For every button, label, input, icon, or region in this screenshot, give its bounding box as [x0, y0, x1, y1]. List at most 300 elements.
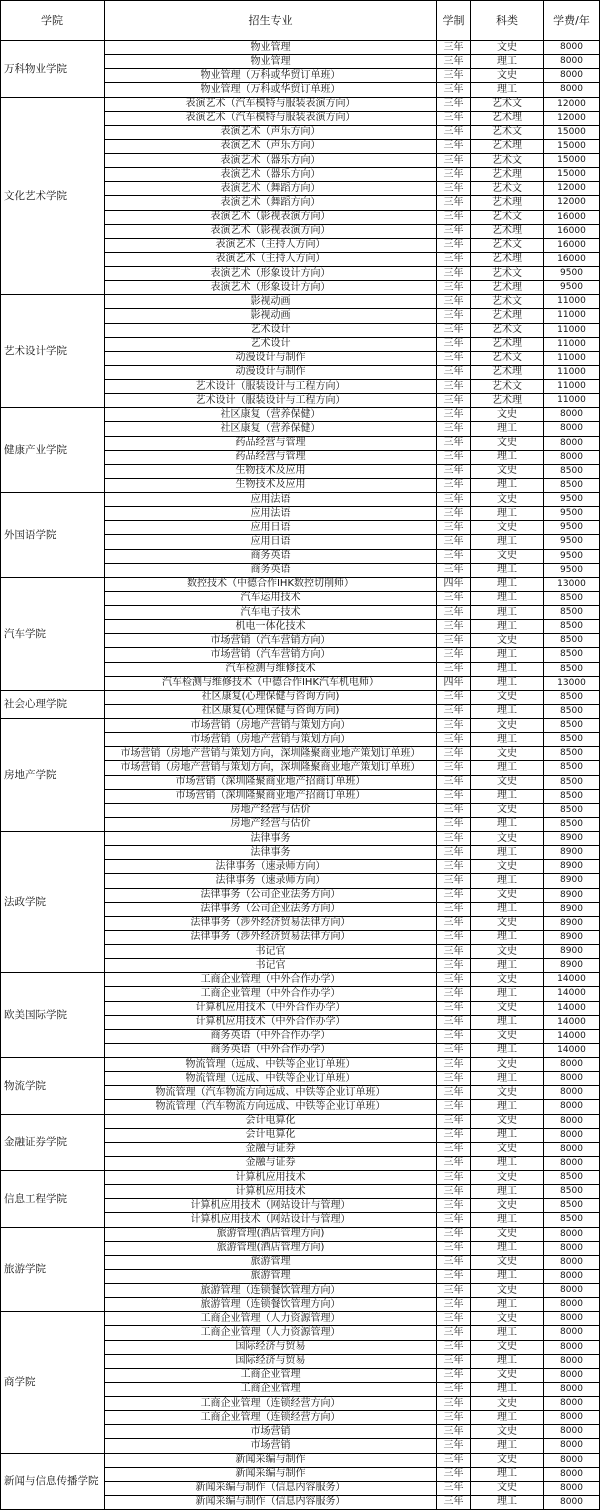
major-cell: 应用法语 — [105, 507, 437, 521]
major-cell: 物流管理（远成、中铁等企业订单班） — [105, 1058, 437, 1072]
college-cell: 旅游学院 — [0, 1228, 105, 1313]
track-cell: 理工 — [471, 959, 544, 973]
years-cell: 三年 — [437, 903, 471, 917]
track-cell: 理工 — [471, 535, 544, 549]
major-cell: 生物技术及应用 — [105, 465, 437, 479]
college-cell: 万科物业学院 — [0, 41, 105, 98]
fee-cell: 8000 — [544, 1270, 600, 1284]
major-cell: 旅游管理 — [105, 1270, 437, 1284]
fee-cell: 8500 — [544, 804, 600, 818]
track-cell: 理工 — [471, 903, 544, 917]
track-cell: 文史 — [471, 1256, 544, 1270]
header-years: 学制 — [437, 0, 471, 41]
track-cell: 文史 — [471, 917, 544, 931]
major-cell: 计算机应用技术（网站设计与管理） — [105, 1199, 437, 1213]
major-cell: 房地产经营与估价 — [105, 818, 437, 832]
major-cell: 生物技术及应用 — [105, 479, 437, 493]
fee-cell: 8900 — [544, 846, 600, 860]
years-cell: 三年 — [437, 1072, 471, 1086]
years-cell: 三年 — [437, 1284, 471, 1298]
fee-cell: 14000 — [544, 1044, 600, 1058]
track-cell: 文史 — [471, 1454, 544, 1468]
major-cell: 表演艺术（汽车模特与服装表演方向） — [105, 112, 437, 126]
major-cell: 商务英语（中外合作办学） — [105, 1030, 437, 1044]
college-cell: 信息工程学院 — [0, 1171, 105, 1228]
years-cell: 三年 — [437, 267, 471, 281]
fee-cell: 9500 — [544, 493, 600, 507]
major-cell: 新闻采编与制作（信息内容服务） — [105, 1482, 437, 1496]
fee-cell: 15000 — [544, 168, 600, 182]
fee-cell: 8000 — [544, 1312, 600, 1326]
years-cell: 三年 — [437, 790, 471, 804]
years-cell: 三年 — [437, 1270, 471, 1284]
major-cell: 工商企业管理（中外合作办学） — [105, 973, 437, 987]
fee-cell: 8000 — [544, 1157, 600, 1171]
track-cell: 理工 — [471, 663, 544, 677]
major-cell: 国际经济与贸易 — [105, 1355, 437, 1369]
major-cell: 法律事务（公司企业法务方向） — [105, 889, 437, 903]
fee-cell: 8000 — [544, 1129, 600, 1143]
years-cell: 四年 — [437, 578, 471, 592]
track-cell: 理工 — [471, 1468, 544, 1482]
major-cell: 计算机应用技术 — [105, 1185, 437, 1199]
fee-cell: 8000 — [544, 1115, 600, 1129]
years-cell: 三年 — [437, 535, 471, 549]
track-cell: 理工 — [471, 1044, 544, 1058]
major-cell: 法律事务（速录师方向） — [105, 860, 437, 874]
fee-cell: 11000 — [544, 352, 600, 366]
major-cell: 表演艺术（形象设计方向） — [105, 281, 437, 295]
major-cell: 市场营销（深圳隆聚商业地产招商订单班） — [105, 776, 437, 790]
fee-cell: 8000 — [544, 1058, 600, 1072]
track-cell: 文史 — [471, 1482, 544, 1496]
years-cell: 三年 — [437, 422, 471, 436]
major-cell: 会计电算化 — [105, 1129, 437, 1143]
track-cell: 文史 — [471, 408, 544, 422]
fee-cell: 8500 — [544, 634, 600, 648]
track-cell: 艺术理 — [471, 140, 544, 154]
track-cell: 艺术理 — [471, 253, 544, 267]
fee-cell: 9500 — [544, 550, 600, 564]
years-cell: 三年 — [437, 1002, 471, 1016]
years-cell: 三年 — [437, 818, 471, 832]
years-cell: 三年 — [437, 1044, 471, 1058]
major-cell: 应用日语 — [105, 521, 437, 535]
major-cell: 汽车电子技术 — [105, 606, 437, 620]
track-cell: 理工 — [471, 55, 544, 69]
years-cell: 三年 — [437, 1496, 471, 1510]
track-cell: 文史 — [471, 776, 544, 790]
fee-cell: 8900 — [544, 889, 600, 903]
years-cell: 三年 — [437, 606, 471, 620]
years-cell: 三年 — [437, 1129, 471, 1143]
fee-cell: 8000 — [544, 408, 600, 422]
fee-cell: 8900 — [544, 832, 600, 846]
years-cell: 三年 — [437, 408, 471, 422]
major-cell: 工商企业管理（中外合作办学） — [105, 987, 437, 1001]
track-cell: 艺术文 — [471, 267, 544, 281]
fee-cell: 8000 — [544, 1496, 600, 1510]
years-cell: 四年 — [437, 677, 471, 691]
years-cell: 三年 — [437, 1411, 471, 1425]
fee-cell: 11000 — [544, 338, 600, 352]
college-cell: 外国语学院 — [0, 493, 105, 578]
fee-cell: 8500 — [544, 1171, 600, 1185]
years-cell: 三年 — [437, 451, 471, 465]
years-cell: 三年 — [437, 1030, 471, 1044]
major-cell: 影视动画 — [105, 295, 437, 309]
years-cell: 三年 — [437, 1058, 471, 1072]
years-cell: 三年 — [437, 860, 471, 874]
track-cell: 艺术文 — [471, 154, 544, 168]
major-cell: 表演艺术（声乐方向） — [105, 126, 437, 140]
major-cell: 房地产经营与估价 — [105, 804, 437, 818]
years-cell: 三年 — [437, 112, 471, 126]
college-cell: 金融证券学院 — [0, 1115, 105, 1172]
track-cell: 理工 — [471, 1185, 544, 1199]
fee-cell: 11000 — [544, 295, 600, 309]
track-cell: 文史 — [471, 1086, 544, 1100]
years-cell: 三年 — [437, 1228, 471, 1242]
track-cell: 文史 — [471, 945, 544, 959]
major-cell: 物业管理（万科或华贸订单班） — [105, 69, 437, 83]
track-cell: 理工 — [471, 846, 544, 860]
fee-cell: 8500 — [544, 592, 600, 606]
track-cell: 理工 — [471, 1016, 544, 1030]
years-cell: 三年 — [437, 889, 471, 903]
fee-cell: 8900 — [544, 917, 600, 931]
years-cell: 三年 — [437, 1355, 471, 1369]
track-cell: 艺术文 — [471, 239, 544, 253]
major-cell: 法律事务 — [105, 846, 437, 860]
fee-cell: 8500 — [544, 705, 600, 719]
fee-cell: 8000 — [544, 1439, 600, 1453]
years-cell: 三年 — [437, 1454, 471, 1468]
years-cell: 三年 — [437, 465, 471, 479]
fee-cell: 8500 — [544, 606, 600, 620]
major-cell: 市场营销（深圳隆聚商业地产招商订单班） — [105, 790, 437, 804]
track-cell: 文史 — [471, 691, 544, 705]
major-cell: 药品经营与管理 — [105, 437, 437, 451]
major-cell: 机电一体化技术 — [105, 620, 437, 634]
major-cell: 物流管理（远成、中铁等企业订单班） — [105, 1072, 437, 1086]
fee-cell: 11000 — [544, 366, 600, 380]
college-cell: 艺术设计学院 — [0, 295, 105, 408]
track-cell: 文史 — [471, 1058, 544, 1072]
major-cell: 社区康复(心理保健与咨询方向) — [105, 705, 437, 719]
years-cell: 三年 — [437, 832, 471, 846]
fee-cell: 8500 — [544, 747, 600, 761]
track-cell: 艺术理 — [471, 338, 544, 352]
major-cell: 市场营销 — [105, 1439, 437, 1453]
track-cell: 艺术理 — [471, 281, 544, 295]
years-cell: 三年 — [437, 1341, 471, 1355]
years-cell: 三年 — [437, 1298, 471, 1312]
fee-cell: 8000 — [544, 1086, 600, 1100]
major-cell: 社区康复（营养保健） — [105, 408, 437, 422]
major-cell: 商务英语 — [105, 550, 437, 564]
track-cell: 艺术文 — [471, 182, 544, 196]
major-cell: 工商企业管理（连锁经营方向） — [105, 1397, 437, 1411]
fee-cell: 8000 — [544, 1284, 600, 1298]
major-cell: 旅游管理(酒店管理方向) — [105, 1242, 437, 1256]
major-cell: 计算机应用技术（中外合作办学） — [105, 1002, 437, 1016]
years-cell: 三年 — [437, 507, 471, 521]
major-cell: 物业管理 — [105, 41, 437, 55]
major-cell: 工商企业管理 — [105, 1383, 437, 1397]
track-cell: 文史 — [471, 860, 544, 874]
major-cell: 旅游管理(酒店管理方向) — [105, 1228, 437, 1242]
track-cell: 理工 — [471, 564, 544, 578]
fee-cell: 13000 — [544, 578, 600, 592]
fee-cell: 8500 — [544, 1199, 600, 1213]
track-cell: 文史 — [471, 1284, 544, 1298]
years-cell: 三年 — [437, 634, 471, 648]
major-cell: 市场营销 — [105, 1425, 437, 1439]
major-cell: 法律事务（涉外经济贸易法律方向） — [105, 917, 437, 931]
fee-cell: 12000 — [544, 98, 600, 112]
track-cell: 理工 — [471, 733, 544, 747]
major-cell: 物流管理（汽车物流方向远成、中铁等企业订单班） — [105, 1086, 437, 1100]
track-cell: 理工 — [471, 606, 544, 620]
track-cell: 理工 — [471, 1157, 544, 1171]
major-cell: 表演艺术（影视表演方向） — [105, 211, 437, 225]
major-cell: 药品经营与管理 — [105, 451, 437, 465]
fee-cell: 8000 — [544, 69, 600, 83]
years-cell: 三年 — [437, 479, 471, 493]
track-cell: 文史 — [471, 1312, 544, 1326]
header-track: 科类 — [471, 0, 544, 41]
track-cell: 文史 — [471, 1115, 544, 1129]
track-cell: 艺术理 — [471, 225, 544, 239]
track-cell: 文史 — [471, 1425, 544, 1439]
major-cell: 艺术设计（服装设计与工程方向） — [105, 380, 437, 394]
track-cell: 理工 — [471, 1383, 544, 1397]
years-cell: 三年 — [437, 550, 471, 564]
track-cell: 文史 — [471, 747, 544, 761]
track-cell: 文史 — [471, 719, 544, 733]
fee-cell: 9500 — [544, 507, 600, 521]
track-cell: 文史 — [471, 69, 544, 83]
fee-cell: 11000 — [544, 309, 600, 323]
fee-cell: 8500 — [544, 719, 600, 733]
major-cell: 表演艺术（汽车模特与服装表演方向） — [105, 98, 437, 112]
major-cell: 法律事务 — [105, 832, 437, 846]
track-cell: 艺术文 — [471, 98, 544, 112]
years-cell: 三年 — [437, 648, 471, 662]
major-cell: 法律事务（速录师方向） — [105, 874, 437, 888]
major-cell: 汽车检测与维修技术（中德合作IHK汽车机电师） — [105, 677, 437, 691]
major-cell: 表演艺术（主持人方向） — [105, 253, 437, 267]
major-cell: 金融与证券 — [105, 1157, 437, 1171]
major-cell: 旅游管理 — [105, 1256, 437, 1270]
fee-cell: 8900 — [544, 945, 600, 959]
track-cell: 文史 — [471, 1002, 544, 1016]
years-cell: 三年 — [437, 804, 471, 818]
years-cell: 三年 — [437, 309, 471, 323]
major-cell: 国际经济与贸易 — [105, 1341, 437, 1355]
fee-cell: 12000 — [544, 112, 600, 126]
fee-cell: 8500 — [544, 691, 600, 705]
track-cell: 理工 — [471, 620, 544, 634]
major-cell: 金融与证券 — [105, 1143, 437, 1157]
years-cell: 三年 — [437, 592, 471, 606]
track-cell: 理工 — [471, 931, 544, 945]
fee-cell: 15000 — [544, 140, 600, 154]
header-fee: 学费/年 — [544, 0, 600, 41]
years-cell: 三年 — [437, 1326, 471, 1340]
fee-cell: 11000 — [544, 394, 600, 408]
fee-cell: 8000 — [544, 422, 600, 436]
fee-cell: 8000 — [544, 1355, 600, 1369]
fee-cell: 8900 — [544, 903, 600, 917]
years-cell: 三年 — [437, 324, 471, 338]
years-cell: 三年 — [437, 352, 471, 366]
fee-cell: 8000 — [544, 1397, 600, 1411]
years-cell: 三年 — [437, 1171, 471, 1185]
fee-cell: 15000 — [544, 154, 600, 168]
track-cell: 理工 — [471, 1270, 544, 1284]
years-cell: 三年 — [437, 705, 471, 719]
track-cell: 文史 — [471, 521, 544, 535]
years-cell: 三年 — [437, 1143, 471, 1157]
fee-cell: 8000 — [544, 55, 600, 69]
track-cell: 文史 — [471, 493, 544, 507]
years-cell: 三年 — [437, 945, 471, 959]
years-cell: 三年 — [437, 973, 471, 987]
major-cell: 艺术设计 — [105, 324, 437, 338]
years-cell: 三年 — [437, 437, 471, 451]
major-cell: 工商企业管理（连锁经营方向） — [105, 1411, 437, 1425]
fee-cell: 8000 — [544, 83, 600, 97]
major-cell: 书记官 — [105, 945, 437, 959]
fee-cell: 9500 — [544, 535, 600, 549]
major-cell: 影视动画 — [105, 309, 437, 323]
fee-cell: 8500 — [544, 465, 600, 479]
track-cell: 理工 — [471, 818, 544, 832]
track-cell: 文史 — [471, 550, 544, 564]
major-cell: 应用法语 — [105, 493, 437, 507]
college-cell: 房地产学院 — [0, 719, 105, 832]
fee-cell: 8500 — [544, 1213, 600, 1227]
track-cell: 文史 — [471, 832, 544, 846]
fee-cell: 8900 — [544, 874, 600, 888]
fee-cell: 8000 — [544, 437, 600, 451]
fee-cell: 14000 — [544, 973, 600, 987]
track-cell: 文史 — [471, 1369, 544, 1383]
track-cell: 艺术文 — [471, 211, 544, 225]
years-cell: 三年 — [437, 380, 471, 394]
major-cell: 工商企业管理（人力资源管理） — [105, 1326, 437, 1340]
college-cell: 新闻与信息传播学院 — [0, 1454, 105, 1510]
fee-cell: 8000 — [544, 41, 600, 55]
fee-cell: 8000 — [544, 1369, 600, 1383]
track-cell: 理工 — [471, 422, 544, 436]
college-cell: 物流学院 — [0, 1058, 105, 1115]
major-cell: 社区康复(心理保健与咨询方向) — [105, 691, 437, 705]
track-cell: 理工 — [471, 790, 544, 804]
college-cell: 法政学院 — [0, 832, 105, 973]
years-cell: 三年 — [437, 719, 471, 733]
major-cell: 表演艺术（声乐方向） — [105, 140, 437, 154]
years-cell: 三年 — [437, 211, 471, 225]
major-cell: 法律事务（涉外经济贸易法律方向） — [105, 931, 437, 945]
fee-cell: 12000 — [544, 182, 600, 196]
years-cell: 三年 — [437, 83, 471, 97]
years-cell: 三年 — [437, 126, 471, 140]
fee-cell: 8000 — [544, 1242, 600, 1256]
years-cell: 三年 — [437, 1482, 471, 1496]
track-cell: 理工 — [471, 1355, 544, 1369]
years-cell: 三年 — [437, 1157, 471, 1171]
major-cell: 表演艺术（形象设计方向） — [105, 267, 437, 281]
track-cell: 理工 — [471, 987, 544, 1001]
major-cell: 计算机应用技术（网站设计与管理） — [105, 1213, 437, 1227]
track-cell: 文史 — [471, 1030, 544, 1044]
major-cell: 商务英语 — [105, 564, 437, 578]
major-cell: 物业管理 — [105, 55, 437, 69]
fee-cell: 8000 — [544, 1482, 600, 1496]
major-cell: 汽车检测与维修技术 — [105, 663, 437, 677]
track-cell: 理工 — [471, 761, 544, 775]
years-cell: 三年 — [437, 1397, 471, 1411]
major-cell: 物流管理（汽车物流方向远成、中铁等企业订单班） — [105, 1100, 437, 1114]
fee-cell: 8000 — [544, 1425, 600, 1439]
years-cell: 三年 — [437, 55, 471, 69]
major-cell: 市场营销（汽车营销方向） — [105, 648, 437, 662]
major-cell: 工商企业管理（人力资源管理） — [105, 1312, 437, 1326]
years-cell: 三年 — [437, 776, 471, 790]
years-cell: 三年 — [437, 253, 471, 267]
fee-cell: 11000 — [544, 324, 600, 338]
fee-cell: 8000 — [544, 1341, 600, 1355]
track-cell: 艺术理 — [471, 394, 544, 408]
fee-cell: 8000 — [544, 1411, 600, 1425]
header-college: 学院 — [0, 0, 105, 41]
track-cell: 理工 — [471, 874, 544, 888]
track-cell: 理工 — [471, 1411, 544, 1425]
years-cell: 三年 — [437, 846, 471, 860]
fee-cell: 8000 — [544, 1298, 600, 1312]
years-cell: 三年 — [437, 747, 471, 761]
fee-cell: 8000 — [544, 1143, 600, 1157]
years-cell: 三年 — [437, 691, 471, 705]
major-cell: 表演艺术（器乐方向） — [105, 168, 437, 182]
fee-cell: 11000 — [544, 380, 600, 394]
major-cell: 社区康复（营养保健） — [105, 422, 437, 436]
fee-cell: 8000 — [544, 1454, 600, 1468]
years-cell: 三年 — [437, 1312, 471, 1326]
major-cell: 市场营销（房地产营销与策划方向） — [105, 733, 437, 747]
years-cell: 三年 — [437, 1369, 471, 1383]
fee-cell: 8900 — [544, 860, 600, 874]
major-cell: 商务英语（中外合作办学） — [105, 1044, 437, 1058]
major-cell: 应用日语 — [105, 535, 437, 549]
college-cell: 社会心理学院 — [0, 691, 105, 719]
fee-cell: 8500 — [544, 620, 600, 634]
fee-cell: 8000 — [544, 1256, 600, 1270]
track-cell: 理工 — [471, 648, 544, 662]
fee-cell: 8500 — [544, 733, 600, 747]
years-cell: 三年 — [437, 761, 471, 775]
track-cell: 理工 — [471, 705, 544, 719]
fee-cell: 8900 — [544, 931, 600, 945]
college-cell: 欧美国际学院 — [0, 973, 105, 1058]
years-cell: 三年 — [437, 874, 471, 888]
fee-cell: 8000 — [544, 1326, 600, 1340]
fee-cell: 12000 — [544, 196, 600, 210]
fee-cell: 14000 — [544, 1030, 600, 1044]
